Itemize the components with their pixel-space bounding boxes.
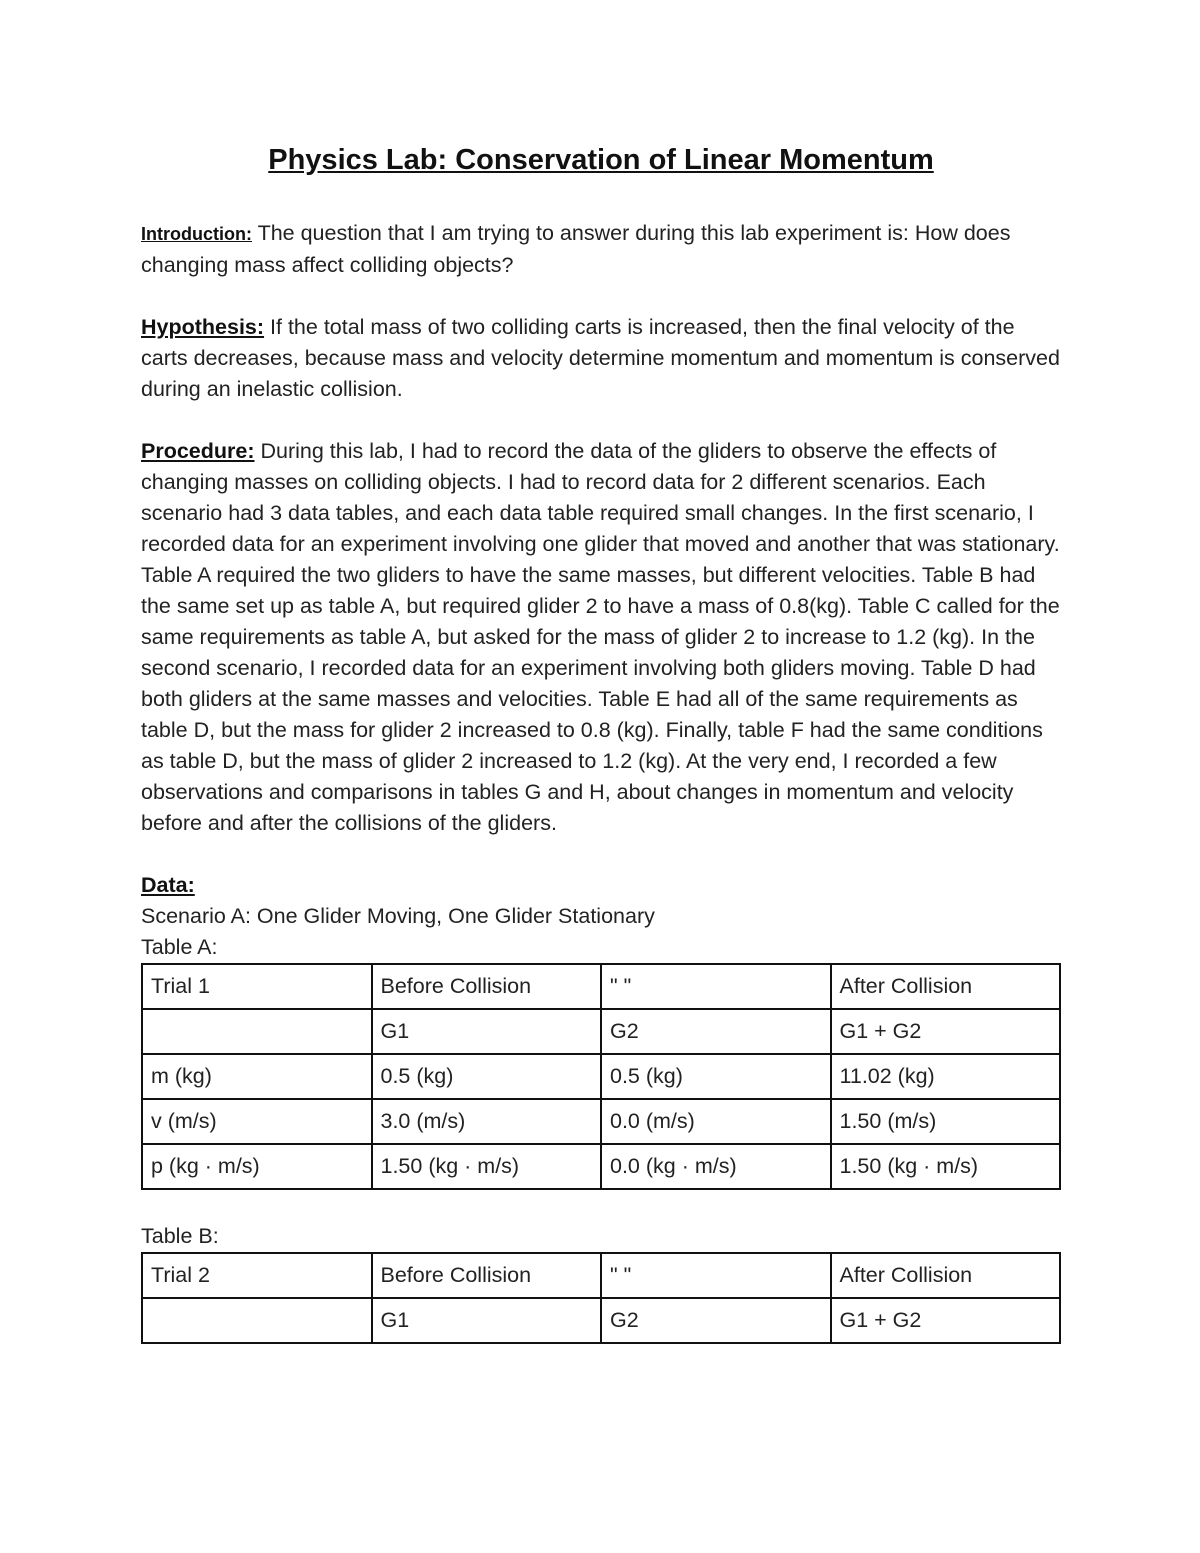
table-cell: " " xyxy=(601,964,831,1009)
table-cell: G1 xyxy=(372,1009,602,1054)
table-cell: 0.0 (m/s) xyxy=(601,1099,831,1144)
table-cell: 0.0 (kg · m/s) xyxy=(601,1144,831,1189)
table-cell: m (kg) xyxy=(142,1054,372,1099)
table-cell: 0.5 (kg) xyxy=(601,1054,831,1099)
table-cell: G1 xyxy=(372,1298,602,1343)
table-cell: Trial 2 xyxy=(142,1253,372,1298)
table-row xyxy=(142,1144,1060,1189)
table-cell: 1.50 (kg · m/s) xyxy=(372,1144,602,1189)
procedure-text: During this lab, I had to record the data of the gliders to observe the effects of changing masses on colliding objects. I had to record data for 2 different scenarios. Each scenario had 3 data tables, and each data table required small changes. In the first scenario, I recorded data for an experiment involving one glider that moved and another that was stationary. Table A required the two gliders to have the same masses, but different velocities. Table B had the same set up as table A, but required glider 2 to have a mass of 0.8(kg). Table C called for the same requirements as table A, but asked for the mass of glider 2 to increase to 1.2 (kg). In the second scenario, I recorded data for an experiment involving both gliders moving. Table D had both gliders at the same masses and velocities. Table E had all of the same requirements as table D, but the mass for glider 2 increased to 0.8 (kg). Finally, table F had the same conditions as table D, but the mass of glider 2 increased to 1.2 (kg). At the very end, I recorded a few observations and comparisons in tables G and H, about changes in momentum and velocity before and after the collisions of the gliders. xyxy=(141,439,1060,835)
table-cell: 3.0 (m/s) xyxy=(372,1099,602,1144)
table-cell: " " xyxy=(601,1253,831,1298)
table-cell: G1 + G2 xyxy=(831,1009,1061,1054)
scenario-title: Scenario A: One Glider Moving, One Glider Stationary xyxy=(141,904,655,928)
table-row xyxy=(142,1009,1060,1054)
table-cell: 1.50 (kg · m/s) xyxy=(831,1144,1061,1189)
data-label: Data: xyxy=(141,873,195,897)
introduction-label: Introduction: xyxy=(141,224,252,244)
table-cell: 1.50 (m/s) xyxy=(831,1099,1061,1144)
introduction-paragraph xyxy=(141,218,1061,281)
hypothesis-text: If the total mass of two colliding carts is increased, then the final velocity of the carts decreases, because mass and velocity determine momentum and momentum is conserved during an inelastic collision. xyxy=(141,315,1060,401)
procedure-paragraph xyxy=(141,436,1061,839)
table-cell: 0.5 (kg) xyxy=(372,1054,602,1099)
table-cell: G2 xyxy=(601,1009,831,1054)
table-cell: G1 + G2 xyxy=(831,1298,1061,1343)
hypothesis-paragraph xyxy=(141,312,1061,405)
page-title: Physics Lab: Conservation of Linear Momentum xyxy=(268,144,934,176)
table-row xyxy=(142,964,1060,1009)
spacer xyxy=(141,1190,1061,1221)
procedure-label: Procedure: xyxy=(141,439,255,463)
document-page xyxy=(141,140,1061,1344)
introduction-text: The question that I am trying to answer during this lab experiment is: How does changing mass affect colliding objects? xyxy=(141,221,1011,277)
table-cell: G2 xyxy=(601,1298,831,1343)
table-cell: 11.02 (kg) xyxy=(831,1054,1061,1099)
table-b-label: Table B: xyxy=(141,1224,219,1248)
data-heading xyxy=(141,870,1061,901)
table-cell: v (m/s) xyxy=(142,1099,372,1144)
table-cell: Before Collision xyxy=(372,964,602,1009)
table-a-label: Table A: xyxy=(141,935,218,959)
table-cell xyxy=(142,1298,372,1343)
table-cell: Trial 1 xyxy=(142,964,372,1009)
table-row xyxy=(142,1253,1060,1298)
table-cell: Before Collision xyxy=(372,1253,602,1298)
table-row xyxy=(142,1298,1060,1343)
table-row xyxy=(142,1099,1060,1144)
table-a xyxy=(141,963,1061,1190)
table-cell: After Collision xyxy=(831,1253,1061,1298)
table-row xyxy=(142,1054,1060,1099)
table-cell: p (kg · m/s) xyxy=(142,1144,372,1189)
table-b xyxy=(141,1252,1061,1344)
hypothesis-label: Hypothesis: xyxy=(141,315,265,339)
table-cell xyxy=(142,1009,372,1054)
table-cell: After Collision xyxy=(831,964,1061,1009)
